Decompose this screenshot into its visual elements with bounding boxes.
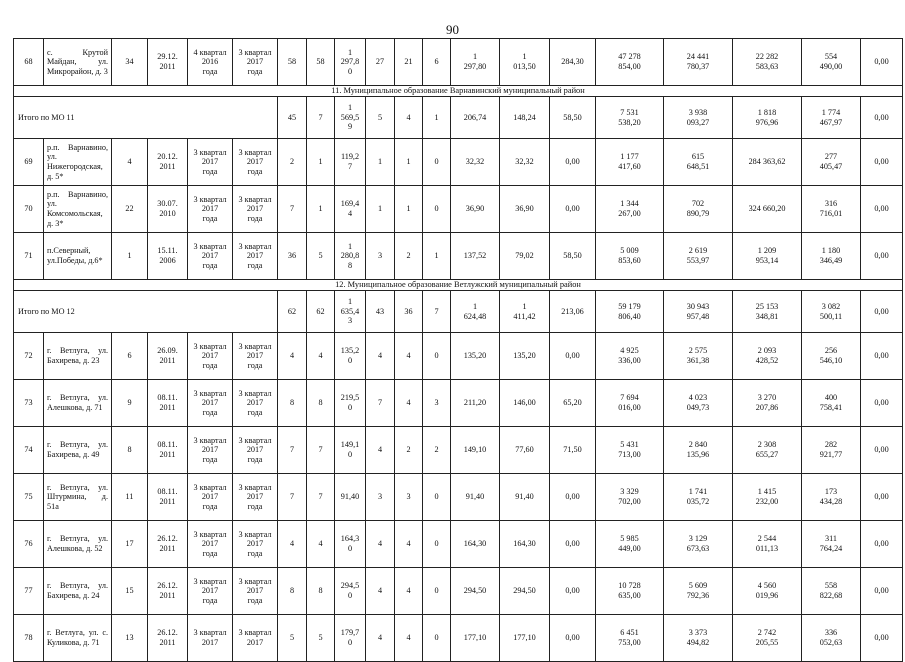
cell-c17: 2 619 553,97 bbox=[664, 233, 733, 280]
address-cell: г. Ветлуга, ул. Алешкова, д. 71 bbox=[44, 380, 112, 427]
cell-c8: 7 bbox=[307, 97, 335, 139]
cell-c16: 7 531 538,20 bbox=[596, 97, 664, 139]
cell-c13: 211,20 bbox=[451, 380, 500, 427]
row-number: 77 bbox=[14, 568, 44, 615]
cell-c11: 1 bbox=[395, 139, 423, 186]
section-title: 11. Муниципальное образование Варнавинский муниципальный район bbox=[14, 86, 903, 97]
cell-c16: 7 694 016,00 bbox=[596, 380, 664, 427]
cell-c16: 5 009 853,60 bbox=[596, 233, 664, 280]
cell-c9: 149,1 0 bbox=[335, 427, 366, 474]
cell-c15: 0,00 bbox=[550, 568, 596, 615]
quarter-start-cell: 3 квартал 2017 bbox=[188, 615, 233, 662]
cell-c17: 702 890,79 bbox=[664, 186, 733, 233]
quarter-end-cell: 3 квартал 2017 года bbox=[233, 380, 278, 427]
quarter-end-cell: 3 квартал 2017 года bbox=[233, 139, 278, 186]
cell-c19: 1 774 467,97 bbox=[802, 97, 861, 139]
cell-c7: 4 bbox=[278, 521, 307, 568]
cell-c18: 1 209 953,14 bbox=[733, 233, 802, 280]
cell-c14: 91,40 bbox=[500, 474, 550, 521]
cell-c10: 4 bbox=[366, 427, 395, 474]
section-title: 12. Муниципальное образование Ветлужский муниципальный район bbox=[14, 280, 903, 291]
cell-c8: 62 bbox=[307, 291, 335, 333]
cell-c3: 8 bbox=[112, 427, 148, 474]
cell-c16: 5 431 713,00 bbox=[596, 427, 664, 474]
total-row bbox=[14, 97, 903, 139]
cell-c10: 27 bbox=[366, 39, 395, 86]
quarter-end-cell: 3 квартал 2017 года bbox=[233, 233, 278, 280]
cell-c20: 0,00 bbox=[861, 380, 903, 427]
row-number: 76 bbox=[14, 521, 44, 568]
cell-c14: 135,20 bbox=[500, 333, 550, 380]
cell-c8: 58 bbox=[307, 39, 335, 86]
cell-c10: 4 bbox=[366, 333, 395, 380]
cell-c20: 0,00 bbox=[861, 568, 903, 615]
cell-c9: 1 635,4 3 bbox=[335, 291, 366, 333]
cell-c9: 1 280,8 8 bbox=[335, 233, 366, 280]
cell-c9: 1 569,5 9 bbox=[335, 97, 366, 139]
cell-c19: 316 716,01 bbox=[802, 186, 861, 233]
cell-c12: 0 bbox=[423, 521, 451, 568]
total-row bbox=[14, 291, 903, 333]
cell-c19: 282 921,77 bbox=[802, 427, 861, 474]
cell-c19: 277 405,47 bbox=[802, 139, 861, 186]
date-cell: 26.12. 2011 bbox=[148, 521, 188, 568]
cell-c17: 5 609 792,36 bbox=[664, 568, 733, 615]
cell-c12: 0 bbox=[423, 615, 451, 662]
cell-c16: 3 329 702,00 bbox=[596, 474, 664, 521]
cell-c9: 219,5 0 bbox=[335, 380, 366, 427]
cell-c8: 7 bbox=[307, 427, 335, 474]
cell-c8: 1 bbox=[307, 139, 335, 186]
cell-c7: 8 bbox=[278, 568, 307, 615]
row-number: 73 bbox=[14, 380, 44, 427]
cell-c17: 3 373 494,82 bbox=[664, 615, 733, 662]
cell-c8: 5 bbox=[307, 615, 335, 662]
date-cell: 15.11. 2006 bbox=[148, 233, 188, 280]
cell-c12: 0 bbox=[423, 474, 451, 521]
quarter-start-cell: 3 квартал 2017 года bbox=[188, 427, 233, 474]
cell-c14: 36,90 bbox=[500, 186, 550, 233]
cell-c19: 256 546,10 bbox=[802, 333, 861, 380]
cell-c16: 1 344 267,00 bbox=[596, 186, 664, 233]
cell-c3: 4 bbox=[112, 139, 148, 186]
cell-c17: 24 441 780,37 bbox=[664, 39, 733, 86]
cell-c19: 558 822,68 bbox=[802, 568, 861, 615]
cell-c11: 2 bbox=[395, 427, 423, 474]
cell-c8: 4 bbox=[307, 521, 335, 568]
cell-c13: 177,10 bbox=[451, 615, 500, 662]
cell-c15: 71,50 bbox=[550, 427, 596, 474]
cell-c8: 8 bbox=[307, 568, 335, 615]
table-body bbox=[14, 39, 903, 662]
cell-c7: 36 bbox=[278, 233, 307, 280]
cell-c3: 6 bbox=[112, 333, 148, 380]
cell-c15: 0,00 bbox=[550, 615, 596, 662]
quarter-end-cell: 3 квартал 2017 года bbox=[233, 39, 278, 86]
quarter-end-cell: 3 квартал 2017 года bbox=[233, 186, 278, 233]
cell-c8: 4 bbox=[307, 333, 335, 380]
cell-c13: 1 624,48 bbox=[451, 291, 500, 333]
cell-c12: 0 bbox=[423, 568, 451, 615]
cell-c14: 79,02 bbox=[500, 233, 550, 280]
date-cell: 20.12. 2011 bbox=[148, 139, 188, 186]
cell-c9: 169,4 4 bbox=[335, 186, 366, 233]
cell-c17: 4 023 049,73 bbox=[664, 380, 733, 427]
cell-c10: 4 bbox=[366, 615, 395, 662]
table-row bbox=[14, 521, 903, 568]
table-row bbox=[14, 615, 903, 662]
cell-c10: 3 bbox=[366, 233, 395, 280]
cell-c12: 6 bbox=[423, 39, 451, 86]
cell-c17: 1 741 035,72 bbox=[664, 474, 733, 521]
cell-c7: 5 bbox=[278, 615, 307, 662]
quarter-start-cell: 3 квартал 2017 года bbox=[188, 380, 233, 427]
cell-c11: 2 bbox=[395, 233, 423, 280]
cell-c9: 164,3 0 bbox=[335, 521, 366, 568]
address-cell: г. Ветлуга, ул. Штурмина, д. 51а bbox=[44, 474, 112, 521]
cell-c8: 5 bbox=[307, 233, 335, 280]
cell-c7: 62 bbox=[278, 291, 307, 333]
cell-c14: 77,60 bbox=[500, 427, 550, 474]
cell-c19: 311 764,24 bbox=[802, 521, 861, 568]
cell-c9: 135,2 0 bbox=[335, 333, 366, 380]
cell-c18: 4 560 019,96 bbox=[733, 568, 802, 615]
cell-c17: 2 840 135,96 bbox=[664, 427, 733, 474]
total-label: Итого по МО 12 bbox=[14, 291, 278, 333]
address-cell: с. Крутой Майдан, ул. Микрорайон, д. 3 bbox=[44, 39, 112, 86]
quarter-end-cell: 3 квартал 2017 года bbox=[233, 427, 278, 474]
housing-program-table bbox=[13, 38, 903, 662]
cell-c15: 58,50 bbox=[550, 233, 596, 280]
cell-c17: 30 943 957,48 bbox=[664, 291, 733, 333]
cell-c20: 0,00 bbox=[861, 186, 903, 233]
cell-c17: 3 129 673,63 bbox=[664, 521, 733, 568]
quarter-start-cell: 3 квартал 2017 года bbox=[188, 233, 233, 280]
cell-c15: 65,20 bbox=[550, 380, 596, 427]
row-number: 75 bbox=[14, 474, 44, 521]
cell-c15: 0,00 bbox=[550, 333, 596, 380]
row-number: 69 bbox=[14, 139, 44, 186]
cell-c3: 13 bbox=[112, 615, 148, 662]
cell-c3: 9 bbox=[112, 380, 148, 427]
cell-c3: 17 bbox=[112, 521, 148, 568]
address-cell: г. Ветлуга, ул. Алешкова, д. 52 bbox=[44, 521, 112, 568]
quarter-start-cell: 3 квартал 2017 года bbox=[188, 521, 233, 568]
cell-c20: 0,00 bbox=[861, 333, 903, 380]
row-number: 74 bbox=[14, 427, 44, 474]
cell-c20: 0,00 bbox=[861, 97, 903, 139]
cell-c7: 4 bbox=[278, 333, 307, 380]
cell-c12: 0 bbox=[423, 186, 451, 233]
address-cell: г. Ветлуга, ул. с. Куликова, д. 71 bbox=[44, 615, 112, 662]
cell-c7: 7 bbox=[278, 186, 307, 233]
address-cell: г. Ветлуга, ул. Бахирева, д. 49 bbox=[44, 427, 112, 474]
cell-c14: 146,00 bbox=[500, 380, 550, 427]
cell-c8: 1 bbox=[307, 186, 335, 233]
cell-c7: 8 bbox=[278, 380, 307, 427]
cell-c11: 4 bbox=[395, 97, 423, 139]
cell-c7: 45 bbox=[278, 97, 307, 139]
cell-c19: 400 758,41 bbox=[802, 380, 861, 427]
table-row bbox=[14, 39, 903, 86]
date-cell: 26.12. 2011 bbox=[148, 568, 188, 615]
cell-c14: 1 013,50 bbox=[500, 39, 550, 86]
cell-c9: 119,2 7 bbox=[335, 139, 366, 186]
cell-c10: 5 bbox=[366, 97, 395, 139]
cell-c13: 294,50 bbox=[451, 568, 500, 615]
cell-c19: 336 052,63 bbox=[802, 615, 861, 662]
cell-c9: 179,7 0 bbox=[335, 615, 366, 662]
quarter-end-cell: 3 квартал 2017 года bbox=[233, 568, 278, 615]
cell-c19: 1 180 346,49 bbox=[802, 233, 861, 280]
cell-c7: 7 bbox=[278, 427, 307, 474]
cell-c14: 148,24 bbox=[500, 97, 550, 139]
cell-c15: 213,06 bbox=[550, 291, 596, 333]
cell-c13: 164,30 bbox=[451, 521, 500, 568]
address-cell: р.п. Варнавино, ул. Комсомольская, д. 3* bbox=[44, 186, 112, 233]
cell-c12: 1 bbox=[423, 233, 451, 280]
cell-c13: 137,52 bbox=[451, 233, 500, 280]
cell-c12: 2 bbox=[423, 427, 451, 474]
table-row bbox=[14, 233, 903, 280]
cell-c7: 7 bbox=[278, 474, 307, 521]
cell-c11: 4 bbox=[395, 333, 423, 380]
cell-c15: 0,00 bbox=[550, 139, 596, 186]
cell-c20: 0,00 bbox=[861, 139, 903, 186]
cell-c19: 554 490,00 bbox=[802, 39, 861, 86]
table-row bbox=[14, 474, 903, 521]
address-cell: г. Ветлуга, ул. Бахирева, д. 23 bbox=[44, 333, 112, 380]
cell-c15: 0,00 bbox=[550, 521, 596, 568]
row-number: 71 bbox=[14, 233, 44, 280]
cell-c15: 0,00 bbox=[550, 474, 596, 521]
cell-c17: 615 648,51 bbox=[664, 139, 733, 186]
cell-c19: 173 434,28 bbox=[802, 474, 861, 521]
row-number: 72 bbox=[14, 333, 44, 380]
cell-c3: 1 bbox=[112, 233, 148, 280]
section-header-row bbox=[14, 86, 903, 97]
quarter-start-cell: 4 квартал 2016 года bbox=[188, 39, 233, 86]
cell-c14: 32,32 bbox=[500, 139, 550, 186]
row-number: 68 bbox=[14, 39, 44, 86]
cell-c17: 2 575 361,38 bbox=[664, 333, 733, 380]
cell-c18: 2 093 428,52 bbox=[733, 333, 802, 380]
cell-c15: 0,00 bbox=[550, 186, 596, 233]
cell-c13: 36,90 bbox=[451, 186, 500, 233]
cell-c20: 0,00 bbox=[861, 615, 903, 662]
cell-c12: 3 bbox=[423, 380, 451, 427]
cell-c18: 284 363,62 bbox=[733, 139, 802, 186]
table-row bbox=[14, 333, 903, 380]
cell-c16: 47 278 854,00 bbox=[596, 39, 664, 86]
date-cell: 30.07. 2010 bbox=[148, 186, 188, 233]
cell-c17: 3 938 093,27 bbox=[664, 97, 733, 139]
page-number: 90 bbox=[446, 22, 459, 37]
cell-c16: 1 177 417,60 bbox=[596, 139, 664, 186]
cell-c20: 0,00 bbox=[861, 39, 903, 86]
total-label: Итого по МО 11 bbox=[14, 97, 278, 139]
cell-c7: 2 bbox=[278, 139, 307, 186]
cell-c18: 2 742 205,55 bbox=[733, 615, 802, 662]
cell-c13: 206,74 bbox=[451, 97, 500, 139]
cell-c8: 7 bbox=[307, 474, 335, 521]
cell-c16: 59 179 806,40 bbox=[596, 291, 664, 333]
cell-c12: 7 bbox=[423, 291, 451, 333]
cell-c11: 21 bbox=[395, 39, 423, 86]
cell-c9: 294,5 0 bbox=[335, 568, 366, 615]
cell-c10: 1 bbox=[366, 139, 395, 186]
cell-c20: 0,00 bbox=[861, 291, 903, 333]
cell-c18: 3 270 207,86 bbox=[733, 380, 802, 427]
cell-c9: 91,40 bbox=[335, 474, 366, 521]
address-cell: г. Ветлуга, ул. Бахирева, д. 24 bbox=[44, 568, 112, 615]
cell-c12: 1 bbox=[423, 97, 451, 139]
cell-c11: 36 bbox=[395, 291, 423, 333]
cell-c11: 4 bbox=[395, 615, 423, 662]
table-row bbox=[14, 427, 903, 474]
cell-c7: 58 bbox=[278, 39, 307, 86]
cell-c11: 4 bbox=[395, 521, 423, 568]
address-cell: р.п. Варнавино, ул. Нижегородская, д. 5* bbox=[44, 139, 112, 186]
quarter-start-cell: 3 квартал 2017 года bbox=[188, 139, 233, 186]
date-cell: 08.11. 2011 bbox=[148, 427, 188, 474]
cell-c13: 32,32 bbox=[451, 139, 500, 186]
cell-c18: 25 153 348,81 bbox=[733, 291, 802, 333]
cell-c18: 2 308 655,27 bbox=[733, 427, 802, 474]
cell-c10: 7 bbox=[366, 380, 395, 427]
date-cell: 26.12. 2011 bbox=[148, 615, 188, 662]
cell-c12: 0 bbox=[423, 333, 451, 380]
cell-c10: 4 bbox=[366, 568, 395, 615]
cell-c13: 135,20 bbox=[451, 333, 500, 380]
date-cell: 29.12. 2011 bbox=[148, 39, 188, 86]
cell-c12: 0 bbox=[423, 139, 451, 186]
cell-c18: 324 660,20 bbox=[733, 186, 802, 233]
cell-c20: 0,00 bbox=[861, 521, 903, 568]
cell-c16: 5 985 449,00 bbox=[596, 521, 664, 568]
table-row bbox=[14, 568, 903, 615]
cell-c18: 1 818 976,96 bbox=[733, 97, 802, 139]
table-row bbox=[14, 139, 903, 186]
cell-c3: 22 bbox=[112, 186, 148, 233]
quarter-end-cell: 3 квартал 2017 года bbox=[233, 474, 278, 521]
cell-c14: 294,50 bbox=[500, 568, 550, 615]
cell-c10: 1 bbox=[366, 186, 395, 233]
cell-c16: 6 451 753,00 bbox=[596, 615, 664, 662]
cell-c10: 43 bbox=[366, 291, 395, 333]
address-cell: п.Северный, ул.Победы, д.6* bbox=[44, 233, 112, 280]
cell-c11: 3 bbox=[395, 474, 423, 521]
table-row bbox=[14, 186, 903, 233]
cell-c14: 177,10 bbox=[500, 615, 550, 662]
quarter-start-cell: 3 квартал 2017 года bbox=[188, 333, 233, 380]
cell-c14: 164,30 bbox=[500, 521, 550, 568]
quarter-start-cell: 3 квартал 2017 года bbox=[188, 186, 233, 233]
cell-c11: 4 bbox=[395, 568, 423, 615]
table-row bbox=[14, 380, 903, 427]
cell-c9: 1 297,8 0 bbox=[335, 39, 366, 86]
cell-c11: 4 bbox=[395, 380, 423, 427]
cell-c10: 3 bbox=[366, 474, 395, 521]
cell-c13: 1 297,80 bbox=[451, 39, 500, 86]
row-number: 78 bbox=[14, 615, 44, 662]
cell-c20: 0,00 bbox=[861, 474, 903, 521]
cell-c10: 4 bbox=[366, 521, 395, 568]
cell-c3: 34 bbox=[112, 39, 148, 86]
cell-c18: 2 544 011,13 bbox=[733, 521, 802, 568]
quarter-start-cell: 3 квартал 2017 года bbox=[188, 474, 233, 521]
cell-c3: 11 bbox=[112, 474, 148, 521]
quarter-start-cell: 3 квартал 2017 года bbox=[188, 568, 233, 615]
row-number: 70 bbox=[14, 186, 44, 233]
cell-c20: 0,00 bbox=[861, 427, 903, 474]
cell-c20: 0,00 bbox=[861, 233, 903, 280]
quarter-end-cell: 3 квартал 2017 года bbox=[233, 333, 278, 380]
date-cell: 26.09. 2011 bbox=[148, 333, 188, 380]
cell-c18: 22 282 583,63 bbox=[733, 39, 802, 86]
cell-c11: 1 bbox=[395, 186, 423, 233]
cell-c15: 284,30 bbox=[550, 39, 596, 86]
cell-c14: 1 411,42 bbox=[500, 291, 550, 333]
quarter-end-cell: 3 квартал 2017 года bbox=[233, 521, 278, 568]
cell-c3: 15 bbox=[112, 568, 148, 615]
cell-c13: 91,40 bbox=[451, 474, 500, 521]
cell-c16: 10 728 635,00 bbox=[596, 568, 664, 615]
cell-c13: 149,10 bbox=[451, 427, 500, 474]
date-cell: 08.11. 2011 bbox=[148, 474, 188, 521]
cell-c8: 8 bbox=[307, 380, 335, 427]
cell-c16: 4 925 336,00 bbox=[596, 333, 664, 380]
section-header-row bbox=[14, 280, 903, 291]
quarter-end-cell: 3 квартал 2017 bbox=[233, 615, 278, 662]
date-cell: 08.11. 2011 bbox=[148, 380, 188, 427]
cell-c18: 1 415 232,00 bbox=[733, 474, 802, 521]
cell-c15: 58,50 bbox=[550, 97, 596, 139]
cell-c19: 3 082 500,11 bbox=[802, 291, 861, 333]
